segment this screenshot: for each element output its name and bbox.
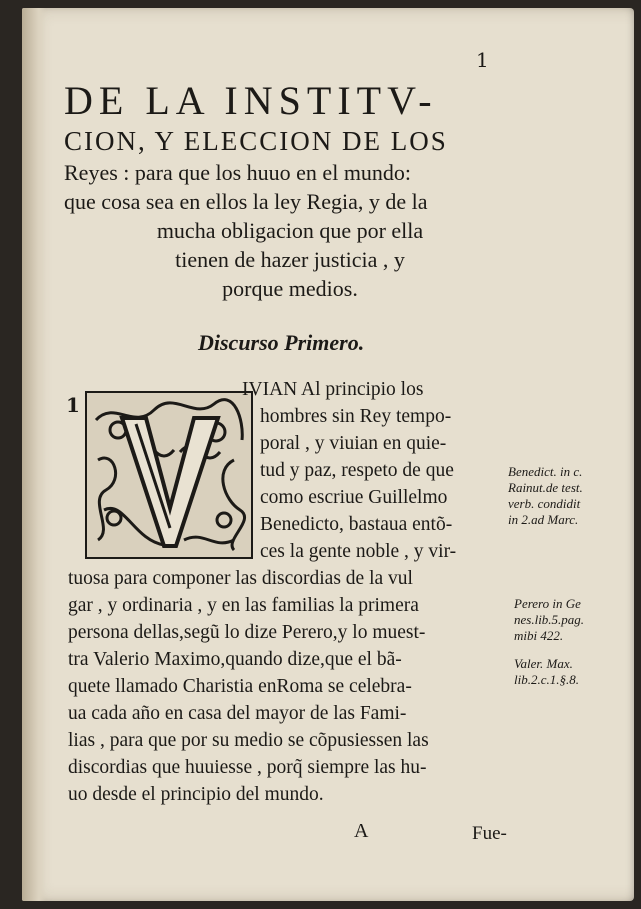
- body-line-5: como escriue Guillelmo: [260, 487, 448, 508]
- body-line-9: gar , y ordinaria , y en las familias la primera: [68, 595, 419, 616]
- margin-note-3: Valer. Max. lib.2.c.1.§.8.: [514, 656, 579, 687]
- title-line-3: Reyes : para que los huuo en el mundo:: [64, 160, 412, 185]
- margin-note-1: Benedict. in c. Rainut.de test. verb. condidit in 2.ad Marc.: [508, 464, 583, 527]
- discourse-heading: Discurso Primero.: [198, 330, 365, 355]
- page-gutter: [22, 8, 46, 901]
- book-page: [22, 8, 634, 901]
- folio-number: 1: [476, 48, 489, 72]
- title-line-4: que cosa sea en ellos la ley Regia, y de la: [64, 189, 428, 214]
- title-line-1: DE LA INSTITV-: [64, 78, 438, 123]
- title-line-2: CION, Y ELECCION DE LOS: [64, 126, 448, 156]
- body-line-1: IVIAN Al principio los: [242, 379, 424, 400]
- body-line-12: quete llamado Charistia enRoma se celebra-: [68, 676, 412, 697]
- body-line-15: discordias que huuiesse , porq̃ siempre las hu-: [68, 757, 427, 778]
- woodcut-ornament-icon: [84, 390, 254, 560]
- body-line-11: tra Valerio Maximo,quando dize,que el bã-: [68, 649, 402, 670]
- title-line-6: tienen de hazer justicia , y: [175, 247, 405, 272]
- body-line-10: persona dellas,segũ lo dize Perero,y lo muest-: [68, 622, 426, 643]
- body-line-8: tuosa para componer las discordias de la vul: [68, 568, 413, 589]
- body-line-2: hombres sin Rey tempo-: [260, 406, 452, 427]
- body-line-14: lias , para que por su medio se cõpusiessen las: [68, 730, 429, 751]
- body-line-7: ces la gente noble , y vir-: [260, 541, 457, 562]
- body-line-6: Benedicto, bastaua entõ-: [260, 514, 453, 535]
- body-line-16: uo desde el principio del mundo.: [68, 784, 324, 805]
- margin-note-2: Perero in Ge nes.lib.5.pag. mibi 422.: [514, 596, 585, 643]
- decorated-initial: [84, 390, 254, 560]
- body-line-3: poral , y viuian en quie-: [260, 433, 447, 454]
- chapter-title: [60, 78, 520, 303]
- title-line-7: porque medios.: [222, 276, 358, 301]
- signature-mark: A: [354, 820, 369, 842]
- title-line-5: mucha obligacion que por ella: [156, 218, 424, 243]
- catchword: Fue-: [472, 823, 507, 844]
- body-line-13: ua cada año en casa del mayor de las Fami-: [68, 703, 407, 724]
- paragraph-number: 1: [66, 393, 80, 417]
- body-line-4: tud y paz, respeto de que: [260, 460, 454, 481]
